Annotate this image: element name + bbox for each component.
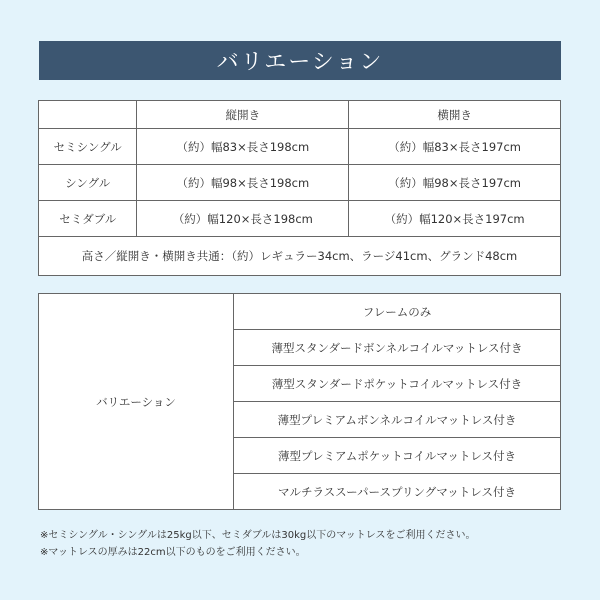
variation-table <box>38 293 561 510</box>
note-weight-limit: ※セミシングル・シングルは25kg以下、セミダブルは30kg以下のマットレスをご利用ください。 <box>40 530 476 541</box>
row-label-single: シングル <box>39 165 137 201</box>
variation-item: 薄型スタンダードボンネルコイルマットレス付き <box>234 330 561 366</box>
table-row <box>39 129 561 165</box>
size-cell: （約）幅120×長さ197cm <box>349 201 561 237</box>
row-label-semi-single: セミシングル <box>39 129 137 165</box>
table-row <box>39 201 561 237</box>
page-title: バリエーション <box>216 50 384 75</box>
notes <box>40 527 560 561</box>
row-label-semi-double: セミダブル <box>39 201 137 237</box>
size-cell: （約）幅83×長さ198cm <box>137 129 349 165</box>
title-banner <box>39 41 561 80</box>
header-horizontal-open: 横開き <box>349 101 561 129</box>
common-height-text: 高さ／縦開き・横開き共通：（約）レギュラー34cm、ラージ41cm、グランド48cm <box>39 237 561 276</box>
variation-label: バリエーション <box>39 294 234 510</box>
note-thickness-limit: ※マットレスの厚みは22cm以下のものをご利用ください。 <box>40 547 306 558</box>
common-height-row <box>39 237 561 276</box>
size-cell: （約）幅83×長さ197cm <box>349 129 561 165</box>
table-row <box>39 294 561 330</box>
table-row <box>39 165 561 201</box>
size-cell: （約）幅120×長さ198cm <box>137 201 349 237</box>
size-cell: （約）幅98×長さ197cm <box>349 165 561 201</box>
variation-item: 薄型プレミアムポケットコイルマットレス付き <box>234 438 561 474</box>
size-cell: （約）幅98×長さ198cm <box>137 165 349 201</box>
variation-item: 薄型スタンダードポケットコイルマットレス付き <box>234 366 561 402</box>
header-vertical-open: 縦開き <box>137 101 349 129</box>
variation-item: マルチラススーパースプリングマットレス付き <box>234 474 561 510</box>
size-table-header-row <box>39 101 561 129</box>
size-table <box>38 100 561 276</box>
variation-item: フレームのみ <box>234 294 561 330</box>
variation-item: 薄型プレミアムボンネルコイルマットレス付き <box>234 402 561 438</box>
header-empty-cell <box>39 101 137 129</box>
